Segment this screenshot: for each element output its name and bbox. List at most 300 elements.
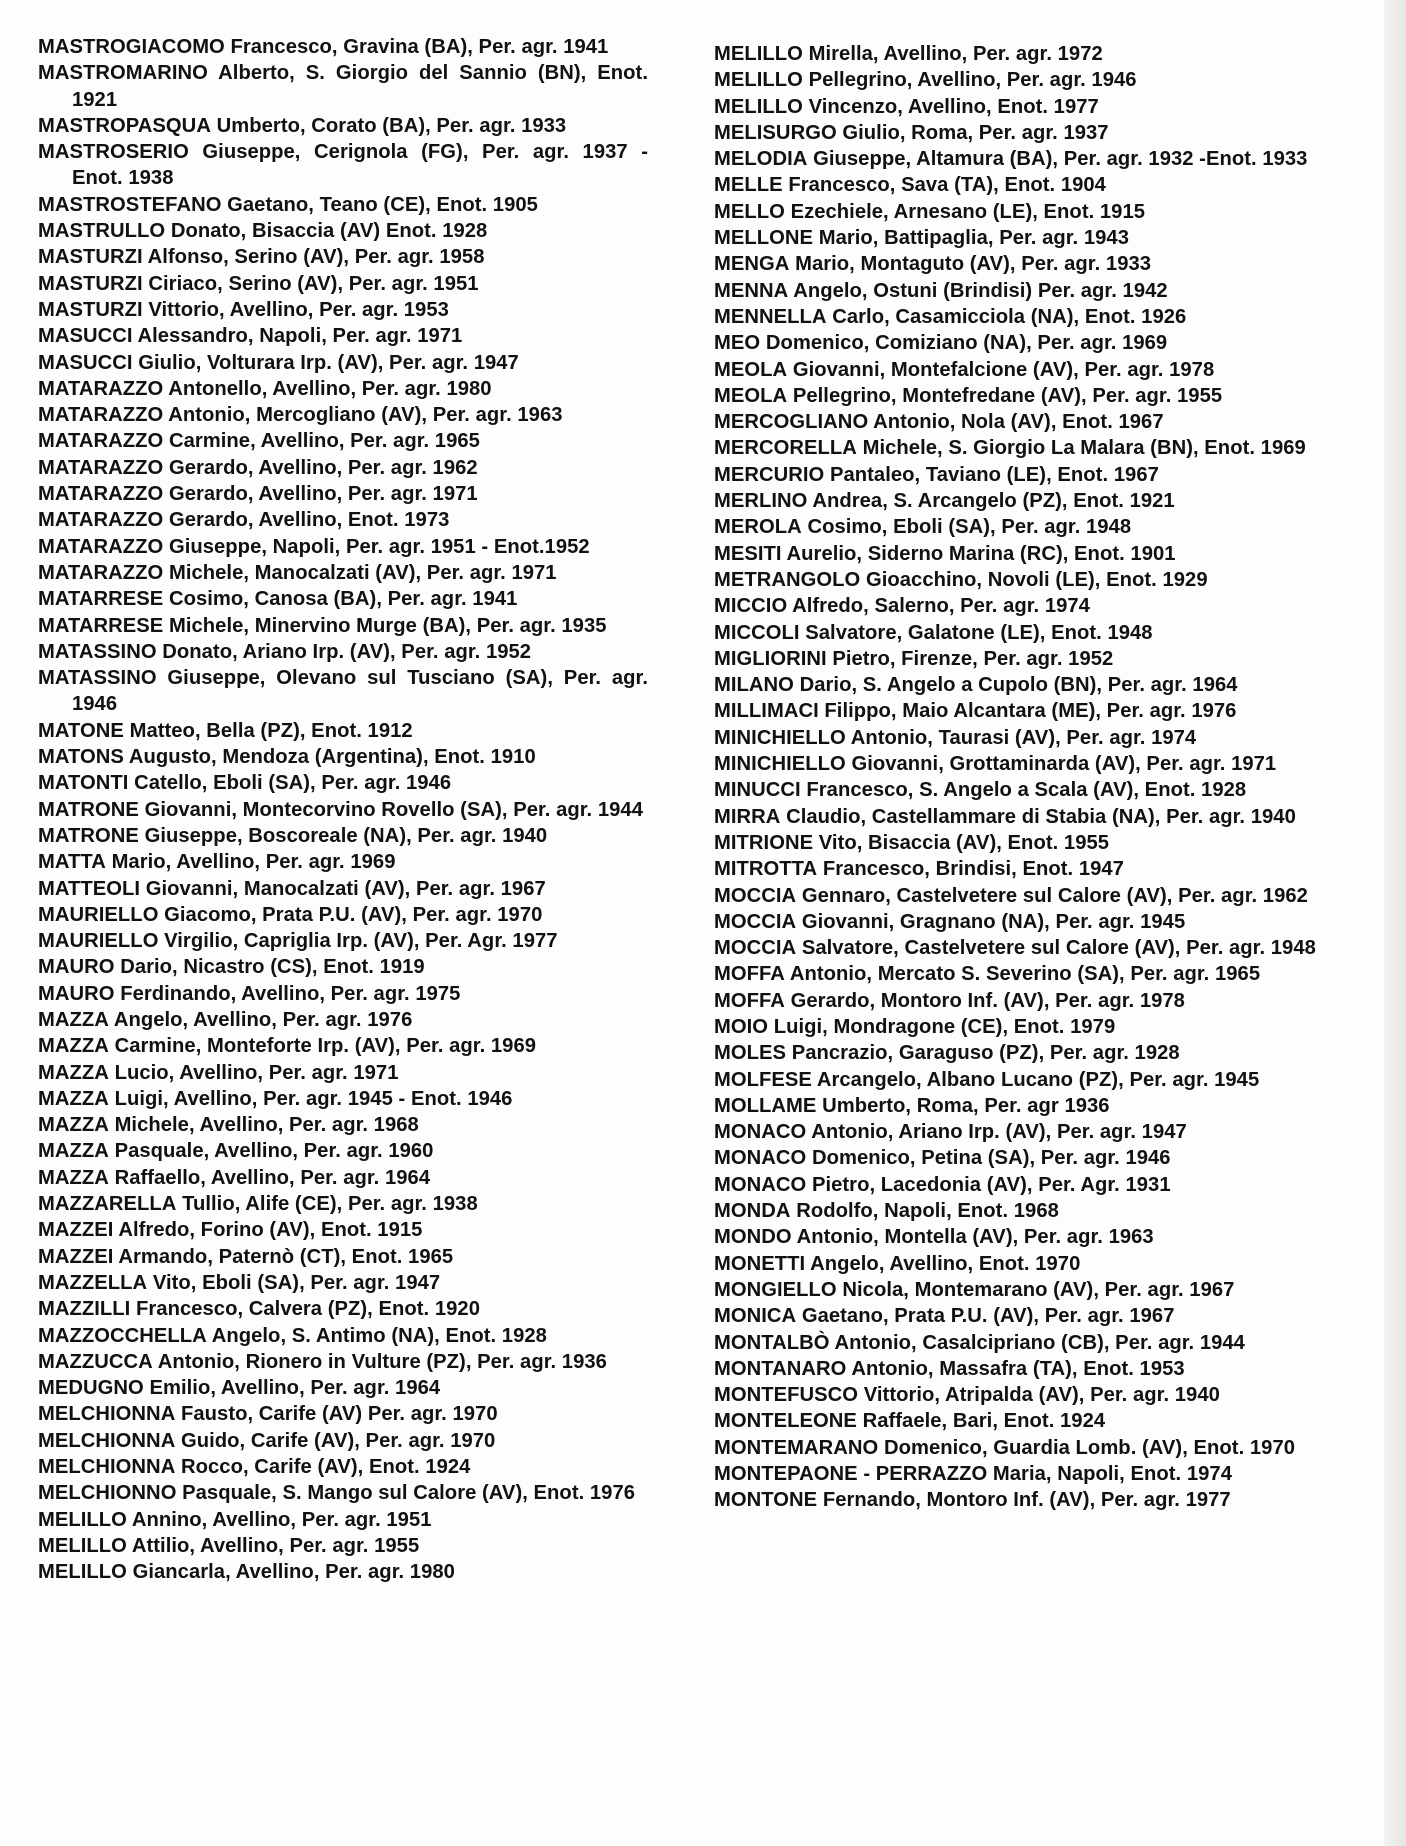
entry-details: Gerardo, Avellino, Per. agr. 1962 [168, 456, 478, 479]
entry-surname: MAZZA [38, 1114, 109, 1137]
entry-surname: MATONTI [38, 772, 129, 795]
entry-surname: MONGIELLO [714, 1278, 837, 1301]
directory-entry [38, 507, 648, 533]
entry-surname: MENNA [714, 279, 789, 302]
entry-surname: MASTROSTEFANO [38, 193, 222, 216]
entry-surname: MOCCIA [714, 937, 797, 960]
entry-surname: MASTROSERIO [38, 141, 189, 164]
entry-details: Andrea, S. Arcangelo (PZ), Enot. 1921 [812, 490, 1175, 513]
entry-surname: MAURO [38, 956, 115, 979]
entry-details: Aurelio, Siderno Marina (RC), Enot. 1901 [786, 542, 1176, 565]
entry-details: Pasquale, Avellino, Per. agr. 1960 [114, 1140, 434, 1163]
entry-details: Tullio, Alife (CE), Per. agr. 1938 [182, 1193, 478, 1216]
entry-surname: MELILLO [38, 1561, 127, 1584]
entry-surname: MAZZELLA [38, 1271, 148, 1294]
directory-entry [714, 172, 1326, 198]
entry-surname: MAZZILLI [38, 1298, 131, 1321]
entry-surname: MERLINO [714, 490, 808, 513]
entry-details: Donato, Bisaccia (AV) Enot. 1928 [170, 220, 488, 243]
page-edge-shadow [1384, 0, 1406, 1846]
entry-surname: MATARAZZO [38, 430, 164, 453]
entry-surname: MOFFA [714, 963, 785, 986]
entry-surname: MINICHIELLO [714, 726, 846, 749]
entry-surname: MONTEPAONE - PERRAZZO [714, 1463, 988, 1486]
entry-surname: MITRIONE [714, 831, 814, 854]
directory-entry [38, 139, 648, 192]
directory-entry [38, 613, 648, 639]
entry-details: Carlo, Casamicciola (NA), Enot. 1926 [832, 305, 1187, 328]
entry-surname: MONICA [714, 1305, 797, 1328]
entry-details: Augusto, Mendoza (Argentina), Enot. 1910 [128, 746, 536, 769]
entry-surname: MINUCCI [714, 779, 801, 802]
directory-entry [38, 218, 648, 244]
directory-entry [38, 1086, 648, 1112]
directory-entry [714, 804, 1326, 830]
entry-details: Giuseppe, Napoli, Per. agr. 1951 - Enot.1952 [168, 535, 590, 558]
entry-details: Gerardo, Avellino, Per. agr. 1971 [168, 483, 478, 506]
entry-surname: MAZZEI [38, 1219, 114, 1242]
entry-details: Angelo, S. Antimo (NA), Enot. 1928 [211, 1324, 547, 1347]
entry-details: Gerardo, Montoro Inf. (AV), Per. agr. 1978 [790, 989, 1185, 1012]
directory-entry [38, 718, 648, 744]
entry-details: Pietro, Lacedonia (AV), Per. Agr. 1931 [811, 1173, 1171, 1196]
directory-entry [38, 455, 648, 481]
entry-details: Antonio, Casalcipriano (CB), Per. agr. 1944 [834, 1331, 1245, 1354]
entry-surname: MAZZA [38, 1061, 109, 1084]
entry-surname: MATARAZZO [38, 456, 164, 479]
directory-entry [714, 830, 1326, 856]
entry-details: Giuseppe, Altamura (BA), Per. agr. 1932 -Enot. 1933 [813, 148, 1308, 171]
entry-details: Umberto, Corato (BA), Per. agr. 1933 [216, 114, 567, 137]
entry-surname: MEOLA [714, 384, 788, 407]
entry-details: Gennaro, Castelvetere sul Calore (AV), Per. agr. 1962 [801, 884, 1308, 907]
entry-details: Nicola, Montemarano (AV), Per. agr. 1967 [842, 1278, 1235, 1301]
entry-surname: MATARAZZO [38, 535, 164, 558]
directory-entry [714, 225, 1326, 251]
entry-surname: MELILLO [714, 95, 803, 118]
entry-details: Gioacchino, Novoli (LE), Enot. 1929 [865, 568, 1208, 591]
entry-details: Giulio, Roma, Per. agr. 1937 [842, 121, 1109, 144]
entry-surname: MATARRESE [38, 614, 164, 637]
directory-entry [714, 1435, 1326, 1461]
directory-entry [38, 1507, 648, 1533]
directory-entry [38, 428, 648, 454]
directory-entry [38, 402, 648, 428]
entry-surname: MATARAZZO [38, 404, 164, 427]
entry-details: Raffaello, Avellino, Per. agr. 1964 [114, 1166, 431, 1189]
directory-entry [38, 1007, 648, 1033]
entry-surname: MOCCIA [714, 910, 797, 933]
entry-surname: MELLO [714, 200, 785, 223]
directory-entry [38, 323, 648, 349]
directory-entry [38, 376, 648, 402]
entry-details: Giancarla, Avellino, Per. agr. 1980 [132, 1561, 455, 1584]
directory-entry [714, 1461, 1326, 1487]
directory-entry [714, 935, 1326, 961]
entry-surname: MITROTTA [714, 858, 818, 881]
entry-surname: MASTURZI [38, 272, 143, 295]
entry-details: Antonello, Avellino, Per. agr. 1980 [168, 377, 492, 400]
entry-surname: MEOLA [714, 358, 788, 381]
directory-entry [38, 350, 648, 376]
directory-entry [714, 120, 1326, 146]
entry-surname: MAZZA [38, 1140, 109, 1163]
directory-entry [714, 1408, 1326, 1434]
directory-entry [38, 744, 648, 770]
entry-details: Domenico, Petina (SA), Per. agr. 1946 [811, 1147, 1171, 1170]
entry-details: Filippo, Maio Alcantara (ME), Per. agr. 1976 [824, 700, 1237, 723]
entry-surname: MIGLIORINI [714, 647, 827, 670]
entry-surname: MINICHIELLO [714, 753, 846, 776]
entry-surname: METRANGOLO [714, 568, 861, 591]
entry-details: Pantaleo, Taviano (LE), Enot. 1967 [829, 463, 1159, 486]
entry-surname: MEROLA [714, 516, 802, 539]
entry-surname: MASTROGIACOMO [38, 36, 225, 58]
directory-entry [714, 883, 1326, 909]
directory-entry [714, 672, 1326, 698]
entry-details: Pasquale, S. Mango sul Calore (AV), Enot. 1976 [182, 1482, 636, 1505]
entry-surname: MELCHIONNA [38, 1403, 176, 1426]
entry-surname: MONTELEONE [714, 1410, 857, 1433]
entry-details: Gaetano, Prata P.U. (AV), Per. agr. 1967 [801, 1305, 1175, 1328]
entry-details: Antonio, Taurasi (AV), Per. agr. 1974 [850, 726, 1197, 749]
entry-details: Salvatore, Castelvetere sul Calore (AV), Per. agr. 1948 [801, 937, 1316, 960]
entry-details: Michele, Manocalzati (AV), Per. agr. 1971 [168, 561, 557, 584]
directory-entry [714, 1356, 1326, 1382]
entry-details: Mirella, Avellino, Per. agr. 1972 [808, 43, 1103, 65]
entry-details: Luigi, Avellino, Per. agr. 1945 - Enot. 1946 [114, 1087, 513, 1110]
entry-details: Angelo, Avellino, Per. agr. 1976 [113, 1008, 413, 1031]
entry-surname: MELCHIONNA [38, 1429, 176, 1452]
entry-surname: MATONE [38, 719, 124, 742]
entry-surname: MELILLO [38, 1534, 127, 1557]
entry-surname: MONTALBÒ [714, 1331, 830, 1354]
directory-entry [714, 383, 1326, 409]
directory-entry [38, 34, 648, 60]
directory-entry [714, 567, 1326, 593]
entry-details: Virgilio, Capriglia Irp. (AV), Per. Agr. 1977 [164, 930, 558, 953]
directory-entry [38, 1375, 648, 1401]
entry-details: Domenico, Comiziano (NA), Per. agr. 1969 [765, 332, 1168, 355]
entry-details: Giovanni, Montecorvino Rovello (SA), Per. agr. 1944 [144, 798, 643, 821]
directory-entry [38, 297, 648, 323]
directory-entry [714, 94, 1326, 120]
directory-entry [38, 192, 648, 218]
directory-entry [38, 1112, 648, 1138]
entry-details: Giovanni, Grottaminarda (AV), Per. agr. 1971 [851, 753, 1277, 776]
entry-surname: MOIO [714, 1015, 769, 1038]
directory-entry [714, 1067, 1326, 1093]
entry-details: Francesco, Calvera (PZ), Enot. 1920 [136, 1298, 480, 1321]
entry-details: Pancrazio, Garaguso (PZ), Per. agr. 1928 [791, 1042, 1180, 1065]
entry-details: Mario, Avellino, Per. agr. 1969 [111, 851, 396, 874]
entry-details: Francesco, S. Angelo a Scala (AV), Enot. 1928 [806, 779, 1247, 802]
entry-surname: MEO [714, 332, 761, 355]
entry-surname: MATARRESE [38, 588, 164, 611]
entry-surname: MICCIO [714, 595, 788, 618]
entry-surname: MASTURZI [38, 298, 143, 321]
entry-surname: MERCOGLIANO [714, 411, 869, 434]
entry-details: Vincenzo, Avellino, Enot. 1977 [808, 95, 1099, 118]
entry-surname: MOLES [714, 1042, 787, 1065]
entry-surname: MAURIELLO [38, 930, 159, 953]
entry-details: Giovanni, Montefalcione (AV), Per. agr. 1978 [792, 358, 1215, 381]
entry-details: Ciriaco, Serino (AV), Per. agr. 1951 [148, 272, 479, 295]
entry-details: Gaetano, Teano (CE), Enot. 1905 [227, 193, 538, 216]
entry-details: Dario, S. Angelo a Cupolo (BN), Per. agr. 1964 [799, 674, 1238, 697]
directory-entry [38, 1454, 648, 1480]
entry-details: Giuseppe, Boscoreale (NA), Per. agr. 1940 [144, 824, 548, 847]
directory-entry [38, 1533, 648, 1559]
directory-entry [38, 534, 648, 560]
directory-entry [38, 1060, 648, 1086]
entry-details: Pellegrino, Avellino, Per. agr. 1946 [808, 69, 1137, 92]
directory-entry [38, 1165, 648, 1191]
directory-entry [714, 1382, 1326, 1408]
entry-details: Antonio, Mercato S. Severino (SA), Per. agr. 1965 [789, 963, 1261, 986]
entry-surname: MOLFESE [714, 1068, 812, 1091]
entry-details: Annino, Avellino, Per. agr. 1951 [131, 1508, 432, 1531]
entry-surname: MONACO [714, 1173, 807, 1196]
directory-entry [714, 409, 1326, 435]
entry-surname: MOLLAME [714, 1094, 817, 1117]
entry-details: Domenico, Guardia Lomb. (AV), Enot. 1970 [883, 1436, 1295, 1459]
directory-entry [714, 146, 1326, 172]
entry-details: Antonio, Mercogliano (AV), Per. agr. 1963 [168, 404, 563, 427]
directory-entry [714, 1251, 1326, 1277]
directory-entry [38, 481, 648, 507]
directory-entry [714, 1145, 1326, 1171]
entry-details: Umberto, Roma, Per. agr 1936 [822, 1094, 1110, 1117]
entry-surname: MATARAZZO [38, 483, 164, 506]
entry-surname: MONTEMARANO [714, 1436, 879, 1459]
entry-details: Antonio, Rionero in Vulture (PZ), Per. agr. 1936 [157, 1350, 607, 1373]
entry-details: Giulio, Volturara Irp. (AV), Per. agr. 1947 [138, 351, 519, 374]
entry-surname: MAZZA [38, 1166, 109, 1189]
entry-surname: MELILLO [38, 1508, 127, 1531]
entry-details: Guido, Carife (AV), Per. agr. 1970 [181, 1429, 496, 1452]
directory-entry [714, 541, 1326, 567]
directory-entry [714, 1487, 1326, 1513]
directory-entry [38, 639, 648, 665]
entry-surname: MATTEOLI [38, 877, 141, 900]
directory-entry [714, 1172, 1326, 1198]
entry-details: Vittorio, Avellino, Per. agr. 1953 [148, 298, 449, 321]
entry-surname: MONDO [714, 1226, 792, 1249]
entry-details: Cosimo, Eboli (SA), Per. agr. 1948 [807, 516, 1132, 539]
entry-details: Giuseppe, Cerignola (FG), Per. agr. 1937 - Enot. 1938 [72, 141, 648, 190]
entry-details: Vito, Bisaccia (AV), Enot. 1955 [818, 831, 1110, 854]
entry-details: Arcangelo, Albano Lucano (PZ), Per. agr. 1945 [816, 1068, 1260, 1091]
entry-surname: MASTROMARINO [38, 62, 208, 85]
entry-surname: MONACO [714, 1147, 807, 1170]
entry-surname: MELCHIONNA [38, 1456, 176, 1479]
entry-details: Carmine, Monteforte Irp. (AV), Per. agr. 1969 [114, 1035, 537, 1058]
entry-surname: MELISURGO [714, 121, 837, 144]
entry-surname: MAZZA [38, 1087, 109, 1110]
entry-details: Antonio, Ariano Irp. (AV), Per. agr. 1947 [811, 1121, 1187, 1144]
entry-surname: MONDA [714, 1200, 791, 1223]
entry-details: Cosimo, Canosa (BA), Per. agr. 1941 [168, 588, 518, 611]
directory-entry [714, 435, 1326, 461]
entry-details: Carmine, Avellino, Per. agr. 1965 [168, 430, 480, 453]
entry-details: Mario, Battipaglia, Per. agr. 1943 [818, 227, 1129, 250]
entry-details: Alberto, S. Giorgio del Sannio (BN), Enot. 1921 [72, 62, 648, 111]
directory-entry [714, 1330, 1326, 1356]
directory-entry [714, 278, 1326, 304]
directory-entry [714, 751, 1326, 777]
entry-details: Attilio, Avellino, Per. agr. 1955 [131, 1534, 420, 1557]
entry-surname: MILANO [714, 674, 794, 697]
directory-entry [714, 488, 1326, 514]
directory-entry [714, 725, 1326, 751]
entry-details: Fernando, Montoro Inf. (AV), Per. agr. 1977 [822, 1489, 1231, 1512]
directory-entry [38, 560, 648, 586]
directory-entry [38, 849, 648, 875]
directory-entry [38, 113, 648, 139]
entry-surname: MELLE [714, 174, 783, 197]
directory-entry [714, 1303, 1326, 1329]
directory-entry [714, 304, 1326, 330]
right-column [714, 41, 1326, 1514]
directory-entry [714, 593, 1326, 619]
entry-details: Salvatore, Galatone (LE), Enot. 1948 [805, 621, 1153, 644]
entry-details: Raffaele, Bari, Enot. 1924 [862, 1410, 1106, 1433]
entry-details: Rocco, Carife (AV), Enot. 1924 [181, 1456, 471, 1479]
entry-surname: MATRONE [38, 798, 139, 821]
entry-surname: MAZZA [38, 1035, 109, 1058]
directory-entry [714, 698, 1326, 724]
entry-surname: MATONS [38, 746, 124, 769]
entry-surname: MASTROPASQUA [38, 114, 211, 137]
entry-details: Emilio, Avellino, Per. agr. 1964 [149, 1377, 441, 1400]
entry-details: Alessandro, Napoli, Per. agr. 1971 [137, 325, 463, 348]
entry-details: Francesco, Brindisi, Enot. 1947 [822, 858, 1124, 881]
directory-entry [38, 981, 648, 1007]
directory-entry [714, 199, 1326, 225]
entry-surname: MENGA [714, 253, 790, 276]
directory-entry [38, 1270, 648, 1296]
entry-surname: MELILLO [714, 69, 803, 92]
entry-details: Ezechiele, Arnesano (LE), Enot. 1915 [790, 200, 1146, 223]
entry-surname: MAURO [38, 982, 115, 1005]
directory-entry [38, 928, 648, 954]
entry-details: Rodolfo, Napoli, Enot. 1968 [796, 1200, 1059, 1223]
directory-entry [714, 909, 1326, 935]
directory-entry [38, 902, 648, 928]
entry-surname: MERCORELLA [714, 437, 857, 460]
directory-entry [714, 620, 1326, 646]
directory-entry [38, 1033, 648, 1059]
directory-entry [714, 1093, 1326, 1119]
entry-surname: MATARAZZO [38, 377, 164, 400]
entry-details: Angelo, Avellino, Enot. 1970 [810, 1252, 1081, 1275]
directory-entry [714, 357, 1326, 383]
directory-entry [714, 1224, 1326, 1250]
entry-details: Giovanni, Gragnano (NA), Per. agr. 1945 [801, 910, 1186, 933]
left-column [38, 34, 648, 1586]
directory-entry [714, 1014, 1326, 1040]
entry-surname: MOCCIA [714, 884, 797, 907]
entry-details: Giacomo, Prata P.U. (AV), Per. agr. 1970 [164, 903, 543, 926]
entry-surname: MATARAZZO [38, 561, 164, 584]
entry-details: Vito, Eboli (SA), Per. agr. 1947 [152, 1271, 441, 1294]
entry-details: Alfredo, Forino (AV), Enot. 1915 [118, 1219, 423, 1242]
directory-entry [38, 1428, 648, 1454]
entry-surname: MELCHIONNO [38, 1482, 177, 1505]
entry-surname: MATASSINO [38, 667, 157, 690]
entry-details: Mario, Montaguto (AV), Per. agr. 1933 [795, 253, 1152, 276]
directory-entry [714, 1040, 1326, 1066]
entry-surname: MAURIELLO [38, 903, 159, 926]
entry-surname: MAZZARELLA [38, 1193, 177, 1216]
entry-details: Luigi, Mondragone (CE), Enot. 1979 [773, 1015, 1116, 1038]
entry-details: Francesco, Gravina (BA), Per. agr. 1941 [230, 36, 609, 58]
entry-surname: MELILLO [714, 43, 803, 65]
entry-surname: MAZZOCCHELLA [38, 1324, 207, 1347]
directory-entry [38, 1349, 648, 1375]
entry-details: Dario, Nicastro (CS), Enot. 1919 [120, 956, 425, 979]
entry-surname: MERCURIO [714, 463, 825, 486]
entry-details: Gerardo, Avellino, Enot. 1973 [168, 509, 450, 532]
entry-surname: MONETTI [714, 1252, 806, 1275]
directory-entry [38, 1138, 648, 1164]
entry-details: Pellegrino, Montefredane (AV), Per. agr. 1955 [792, 384, 1223, 407]
entry-surname: MASTRULLO [38, 220, 166, 243]
entry-surname: MATRONE [38, 824, 139, 847]
entry-surname: MAZZEI [38, 1245, 114, 1268]
entry-surname: MESITI [714, 542, 782, 565]
entry-details: Michele, Minervino Murge (BA), Per. agr. 1935 [168, 614, 607, 637]
entry-surname: MILLIMACI [714, 700, 819, 723]
entry-details: Armando, Paternò (CT), Enot. 1965 [118, 1245, 454, 1268]
entry-surname: MATTA [38, 851, 106, 874]
directory-entry [38, 1480, 648, 1506]
entry-details: Michele, Avellino, Per. agr. 1968 [114, 1114, 419, 1137]
entry-surname: MAZZUCCA [38, 1350, 153, 1373]
entry-details: Michele, S. Giorgio La Malara (BN), Enot. 1969 [862, 437, 1306, 460]
entry-surname: MELODIA [714, 148, 808, 171]
directory-entry [38, 1401, 648, 1427]
entry-details: Francesco, Sava (TA), Enot. 1904 [788, 174, 1106, 197]
entry-details: Antonio, Nola (AV), Enot. 1967 [873, 411, 1164, 434]
entry-surname: MASUCCI [38, 351, 133, 374]
entry-details: Giuseppe, Olevano sul Tusciano (SA), Per. agr. 1946 [72, 667, 648, 716]
directory-entry [714, 988, 1326, 1014]
directory-entry [714, 646, 1326, 672]
entry-surname: MASUCCI [38, 325, 133, 348]
entry-surname: MAZZA [38, 1008, 109, 1031]
entry-details: Vittorio, Atripalda (AV), Per. agr. 1940 [863, 1384, 1220, 1407]
directory-entry [714, 1198, 1326, 1224]
entry-surname: MEDUGNO [38, 1377, 144, 1400]
entry-details: Pietro, Firenze, Per. agr. 1952 [832, 647, 1114, 670]
directory-entry [38, 586, 648, 612]
directory-entry [714, 777, 1326, 803]
directory-entry [38, 665, 648, 718]
entry-surname: MONTONE [714, 1489, 818, 1512]
entry-surname: MOFFA [714, 989, 785, 1012]
directory-entry [38, 823, 648, 849]
entry-details: Antonio, Montella (AV), Per. agr. 1963 [796, 1226, 1154, 1249]
entry-surname: MONACO [714, 1121, 807, 1144]
directory-entry [714, 961, 1326, 987]
entry-details: Antonio, Massafra (TA), Enot. 1953 [851, 1357, 1185, 1380]
directory-entry [38, 1217, 648, 1243]
directory-entry [38, 60, 648, 113]
directory-entry [38, 1244, 648, 1270]
entry-surname: MONTEFUSCO [714, 1384, 859, 1407]
